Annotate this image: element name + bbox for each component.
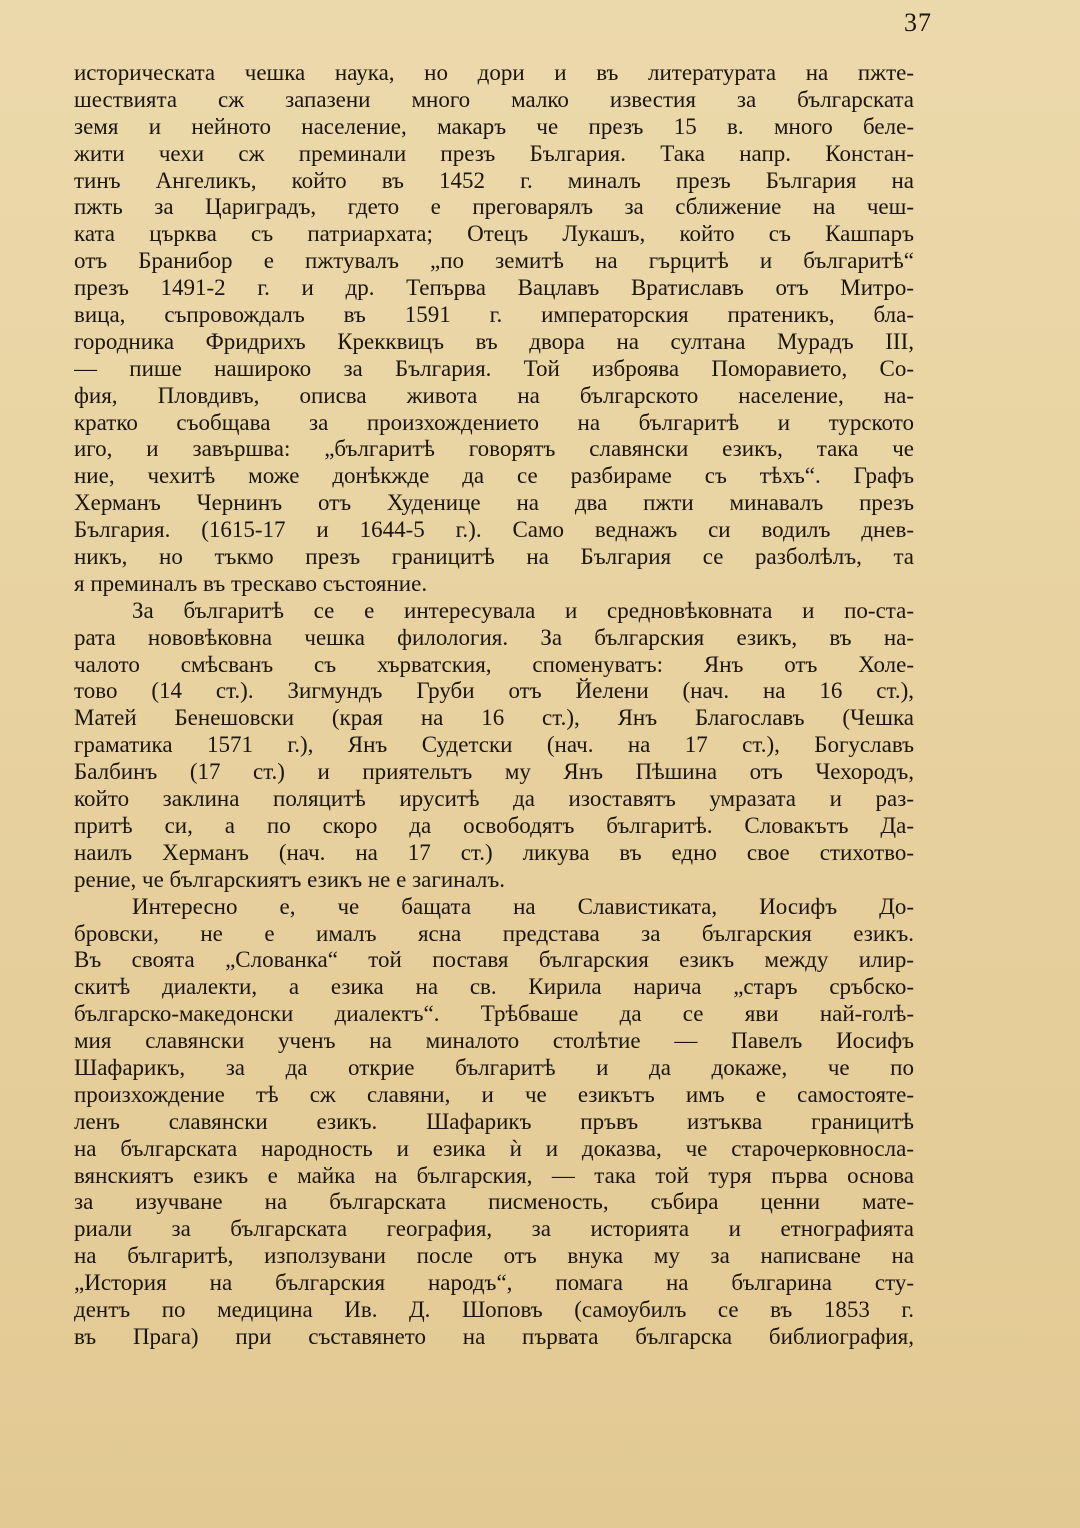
text-line: Матей Бенешовски (края на 16 ст.), Янъ Благославъ (Чешка [74, 705, 914, 731]
text-line: городника Фридрихъ Крекквицъ въ двора на султана Мурадъ III, [74, 328, 914, 354]
text-line: рение, че българскиятъ езикъ не е загиналъ. [74, 866, 505, 892]
text-line: мия славянски ученъ на миналото столѣтие — Павелъ Иосифъ [74, 1028, 914, 1054]
text-line: тово (14 ст.). Зигмундъ Груби отъ Йелени (нач. на 16 ст.), [74, 678, 914, 704]
text-line: въ Прага) при съставянето на първата българска библиография, [74, 1323, 914, 1349]
text-line: пжть за Цариградъ, гдето е преговарялъ за сближение на чеш- [74, 194, 914, 220]
text-line: шествията сж запазени много малко известия за българската [74, 86, 914, 112]
text-line: България. (1615-17 и 1644-5 г.). Само веднажъ си водилъ днев- [74, 517, 914, 543]
text-line: рата нововѣковна чешка филология. За българския езикъ, въ на- [74, 624, 914, 650]
text-line: Въ своята „Слованка“ той поставя българския езикъ между илир- [74, 947, 914, 973]
text-line: историческата чешка наука, но дори и въ литературата на пжте- [74, 60, 914, 85]
text-line: никъ, но тъкмо презъ границитѣ на България се разболѣлъ, та [74, 544, 914, 570]
text-line: за изучване на българската писменость, събира ценни мате- [74, 1189, 914, 1215]
text-line: на българската народность и езика ѝ и доказва, че старочерковносла- [74, 1135, 914, 1161]
text-line: фия, Пловдивъ, описва живота на българското население, на- [74, 382, 914, 408]
text-line: — пише нашироко за България. Той изброява Поморавието, Со- [74, 355, 914, 381]
text-line: Балбинъ (17 ст.) и приятельтъ му Янъ Пѣшина отъ Чехородъ, [74, 759, 914, 785]
text-line: бровски, не е ималъ ясна представа за българския езикъ. [74, 920, 914, 946]
text-line: българско-македонски диалектъ“. Трѣбваше да се яви най-голѣ- [74, 1001, 914, 1027]
text-line: ние, чехитѣ може донѣкжде да се разбираме съ тѣхъ“. Графъ [74, 463, 914, 489]
text-line: който заклина поляцитѣ ируситѣ да изоставятъ умразата и раз- [74, 786, 914, 812]
text-line: Херманъ Чернинъ отъ Худенице на два пжти минавалъ презъ [74, 490, 914, 516]
text-line: произхождение тѣ сж славяни, и че езикътъ имъ е самостояте- [74, 1081, 914, 1107]
text-line: Шафарикъ, за да открие българитѣ и да докаже, че по [74, 1054, 914, 1080]
body-text [74, 60, 914, 1351]
text-line: земя и нейното население, макаръ че презъ 15 в. много беле- [74, 113, 914, 139]
text-line: вянскиятъ езикъ е майка на българския, — така той туря първа основа [74, 1162, 914, 1188]
text-line: ката църква съ патриархата; Отецъ Лукашъ, който съ Кашпаръ [74, 221, 914, 247]
page-number: 37 [904, 8, 932, 37]
text-line: отъ Бранибор е пжтувалъ „по земитѣ на гърцитѣ и българитѣ“ [74, 248, 914, 274]
text-line: скитѣ диалекти, а езика на св. Кирила нарича „старъ сръбско- [74, 974, 914, 1000]
text-line: риали за българската география, за историята и етнографията [74, 1216, 914, 1242]
text-line: За българитѣ се е интересувала и средновѣковната и по-ста- [132, 597, 914, 623]
text-line: „История на българския народъ“, помага на българина сту- [74, 1270, 914, 1296]
text-line: я преминалъ въ трескаво състояние. [74, 570, 428, 596]
text-line: кратко съобщава за произхождението на българитѣ и турското [74, 409, 914, 435]
text-line: дентъ по медицина Ив. Д. Шоповъ (самоубилъ се въ 1853 г. [74, 1296, 914, 1322]
text-line: граматика 1571 г.), Янъ Судетски (нач. на 17 ст.), Богуславъ [74, 732, 914, 758]
text-line: жити чехи сж преминали презъ България. Така напр. Констан- [74, 140, 914, 166]
text-line: на българитѣ, използувани после отъ внука му за написване на [74, 1243, 914, 1269]
text-line: тинъ Ангеликъ, който въ 1452 г. миналъ презъ България на [74, 167, 914, 193]
text-line: вица, съпровождалъ въ 1591 г. императорския пратеникъ, бла- [74, 302, 914, 328]
text-line: притѣ си, а по скоро да освободятъ българитѣ. Словакътъ Да- [74, 812, 914, 838]
text-line: ленъ славянски езикъ. Шафарикъ пръвъ изтъква границитѣ [74, 1108, 914, 1134]
text-line: иго, и завършва: „българитѣ говорятъ славянски езикъ, така че [74, 436, 914, 462]
text-line: Интересно е, че бащата на Славистиката, Иосифъ До- [132, 893, 914, 919]
text-line: чалото смѣсванъ съ хърватския, споменуватъ: Янъ отъ Холе- [74, 651, 914, 677]
text-line: презъ 1491-2 г. и др. Тепърва Вацлавъ Вратиславъ отъ Митро- [74, 275, 914, 301]
text-line: наилъ Херманъ (нач. на 17 ст.) ликува въ едно свое стихотво- [74, 839, 914, 865]
